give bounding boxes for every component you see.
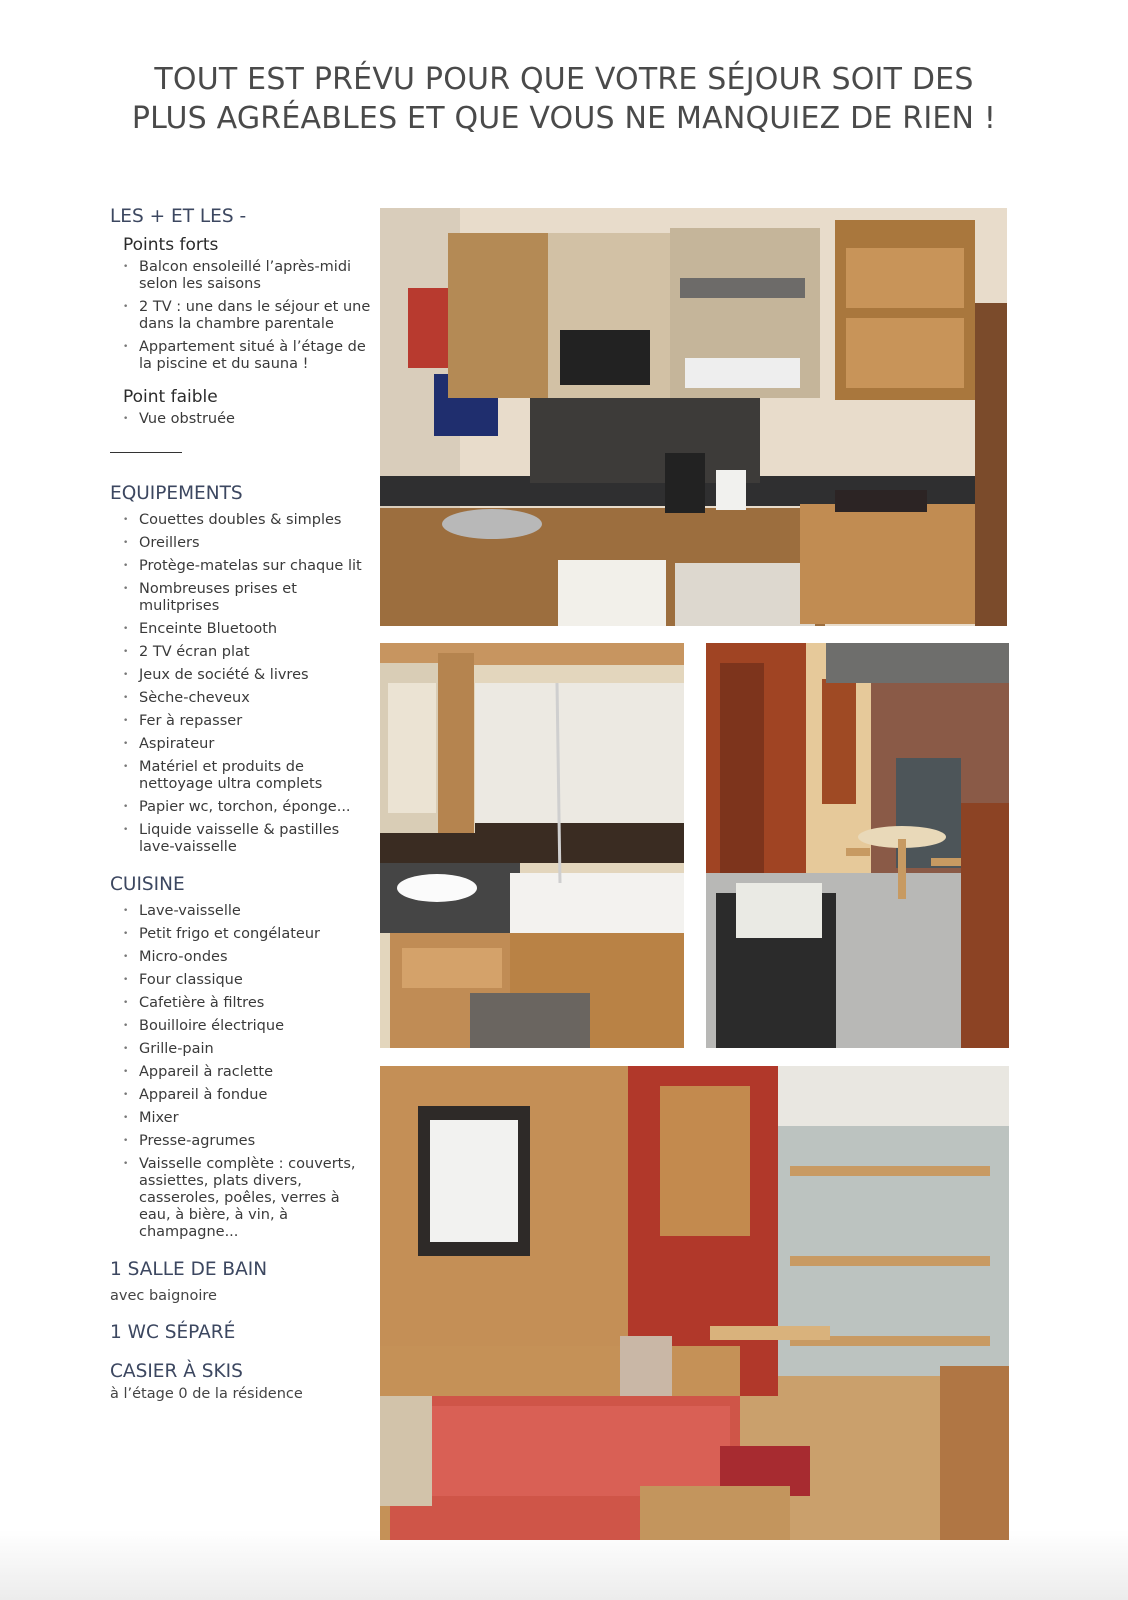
list-item: • Appareil à raclette: [123, 1064, 372, 1081]
bathroom-text: avec baignoire: [110, 1288, 217, 1304]
section-divider: [110, 452, 182, 453]
list-item: • Matériel et produits de nettoyage ultra complets: [123, 759, 372, 793]
list-item: • Petit frigo et congélateur: [123, 926, 372, 943]
kitchen-photo: [380, 208, 1007, 626]
bathroom-heading: 1 SALLE DE BAIN: [110, 1259, 268, 1280]
pros-cons-heading: LES + ET LES -: [110, 206, 247, 227]
list-item: • Fer à repasser: [123, 713, 372, 730]
list-item: • Nombreuses prises et mulitprises: [123, 581, 372, 615]
equipment-list: [110, 512, 372, 856]
strengths-heading: Points forts: [123, 235, 219, 255]
list-item: • Vaisselle complète : couverts, assiettes, plats divers, casseroles, poêles, verres à eau, à bière, à vin, à champagne...: [123, 1156, 372, 1241]
list-item: • Vue obstruée: [123, 411, 372, 428]
list-item: • Micro-ondes: [123, 949, 372, 966]
list-item: • Appartement situé à l’étage de la piscine et du sauna !: [123, 339, 372, 373]
title-line-1: TOUT EST PRÉVU POUR QUE VOTRE SÉJOUR SOIT DES: [154, 62, 974, 97]
list-item: • Appareil à fondue: [123, 1087, 372, 1104]
list-item: • Aspirateur: [123, 736, 372, 753]
list-item: • Liquide vaisselle & pastilles lave-vaisselle: [123, 822, 372, 856]
list-item: • Protège-matelas sur chaque lit: [123, 558, 372, 575]
list-item: • 2 TV écran plat: [123, 644, 372, 661]
equipment-heading: EQUIPEMENTS: [110, 483, 243, 504]
strengths-list: [110, 259, 372, 373]
list-item: • Papier wc, torchon, éponge...: [123, 799, 372, 816]
ski-locker-heading: CASIER À SKIS: [110, 1361, 243, 1382]
list-item: • Couettes doubles & simples: [123, 512, 372, 529]
wc-heading: 1 WC SÉPARÉ: [110, 1322, 236, 1343]
weakness-heading: Point faible: [123, 387, 218, 407]
list-item: • Grille-pain: [123, 1041, 372, 1058]
weakness-list: [110, 411, 372, 428]
list-item: • Oreillers: [123, 535, 372, 552]
list-item: • Bouilloire électrique: [123, 1018, 372, 1035]
list-item: • Balcon ensoleillé l’après-midi selon les saisons: [123, 259, 372, 293]
title-line-2: PLUS AGRÉABLES ET QUE VOUS NE MANQUIEZ DE RIEN !: [131, 101, 997, 136]
list-item: • Presse-agrumes: [123, 1133, 372, 1150]
list-item: • Enceinte Bluetooth: [123, 621, 372, 638]
features-column: [110, 206, 372, 1420]
page-title: [60, 60, 1068, 138]
list-item: • Cafetière à filtres: [123, 995, 372, 1012]
list-item: • Lave-vaisselle: [123, 903, 372, 920]
bathroom-photo: [380, 643, 684, 1048]
living-room-photo: [380, 1066, 1009, 1540]
list-item: • Four classique: [123, 972, 372, 989]
ski-locker-text: à l’étage 0 de la résidence: [110, 1386, 303, 1402]
list-item: • 2 TV : une dans le séjour et une dans la chambre parentale: [123, 299, 372, 333]
kitchen-list: [110, 903, 372, 1241]
balcony-photo: [706, 643, 1009, 1048]
page-bottom-shadow: [0, 1530, 1128, 1600]
list-item: • Jeux de société & livres: [123, 667, 372, 684]
list-item: • Mixer: [123, 1110, 372, 1127]
list-item: • Sèche-cheveux: [123, 690, 372, 707]
kitchen-heading: CUISINE: [110, 874, 185, 895]
